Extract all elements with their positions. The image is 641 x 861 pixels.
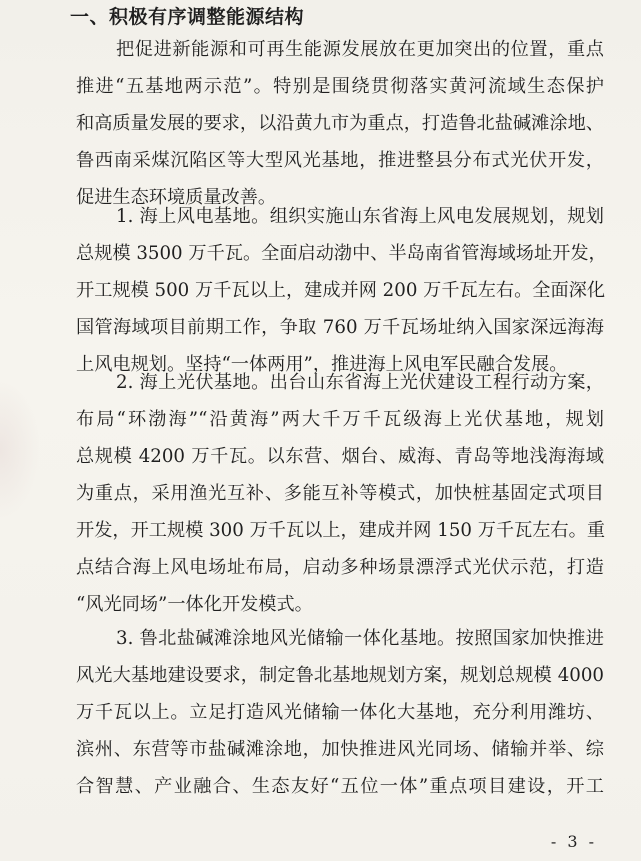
paragraph-line: 国管海域项目前期工作，争取 760 万千瓦场址纳入国家深远海海 — [76, 317, 604, 338]
paragraph-intro — [76, 31, 604, 216]
paragraph-lubei-base — [76, 620, 604, 805]
paragraph-line: 风光大基地建设要求，制定鲁北基地规划方案，规划总规模 4000 — [76, 665, 604, 686]
paragraph-line: 推进“五基地两示范”。特别是围绕贯彻落实黄河流域生态保护 — [76, 76, 604, 97]
paragraph-line: 鲁西南采煤沉陷区等大型风光基地，推进整县分布式光伏开发， — [76, 150, 604, 171]
paragraph-offshore-solar — [76, 364, 604, 623]
paragraph-line: 布局“环渤海”“沿黄海”两大千万千瓦级海上光伏基地，规划 — [76, 409, 604, 430]
paragraph-line: 为重点，采用渔光互补、多能互补等模式，加快桩基固定式项目 — [76, 483, 604, 504]
paragraph-line: 总规模 3500 万千瓦。全面启动渤中、半岛南省管海域场址开发， — [76, 243, 607, 264]
stamp-shadow — [0, 380, 40, 520]
paragraph-line: 把促进新能源和可再生能源发展放在更加突出的位置，重点 — [116, 39, 604, 60]
paragraph-line: 总规模 4200 万千瓦。以东营、烟台、威海、青岛等地浅海海域 — [76, 446, 604, 467]
paragraph-line: 促进生态环境质量改善。 — [76, 187, 277, 208]
page-number: - 3 - — [550, 832, 597, 851]
paragraph-line: 点结合海上风电场址布局，启动多种场景漂浮式光伏示范，打造 — [76, 557, 604, 578]
paragraph-line: 1. 海上风电基地。组织实施山东省海上风电发展规划，规划 — [116, 206, 604, 227]
paragraph-line: 开发，开工规模 300 万千瓦以上，建成并网 150 万千瓦左右。重 — [76, 520, 606, 541]
paragraph-line: 万千瓦以上。立足打造风光储输一体化大基地，充分利用潍坊、 — [76, 702, 604, 723]
paragraph-line: 上风电规划。坚持“一体两用”，推进海上风电军民融合发展。 — [76, 354, 568, 375]
paragraph-line: 和高质量发展的要求，以沿黄九市为重点，打造鲁北盐碱滩涂地、 — [76, 113, 604, 134]
paragraph-offshore-wind — [76, 198, 607, 383]
paragraph-line: 滨州、东营等市盐碱滩涂地，加快推进风光同场、储输并举、综 — [76, 739, 604, 760]
section-heading: 一、积极有序调整能源结构 — [70, 6, 305, 28]
paragraph-line: 3. 鲁北盐碱滩涂地风光储输一体化基地。按照国家加快推进 — [116, 628, 604, 649]
paragraph-line: “风光同场”一体化开发模式。 — [76, 594, 313, 615]
paragraph-line: 开工规模 500 万千瓦以上，建成并网 200 万千瓦左右。全面深化 — [76, 280, 606, 301]
paragraph-line: 2. 海上光伏基地。出台山东省海上光伏建设工程行动方案， — [116, 372, 604, 393]
paragraph-line: 合智慧、产业融合、生态友好“五位一体”重点项目建设，开工 — [76, 776, 604, 797]
